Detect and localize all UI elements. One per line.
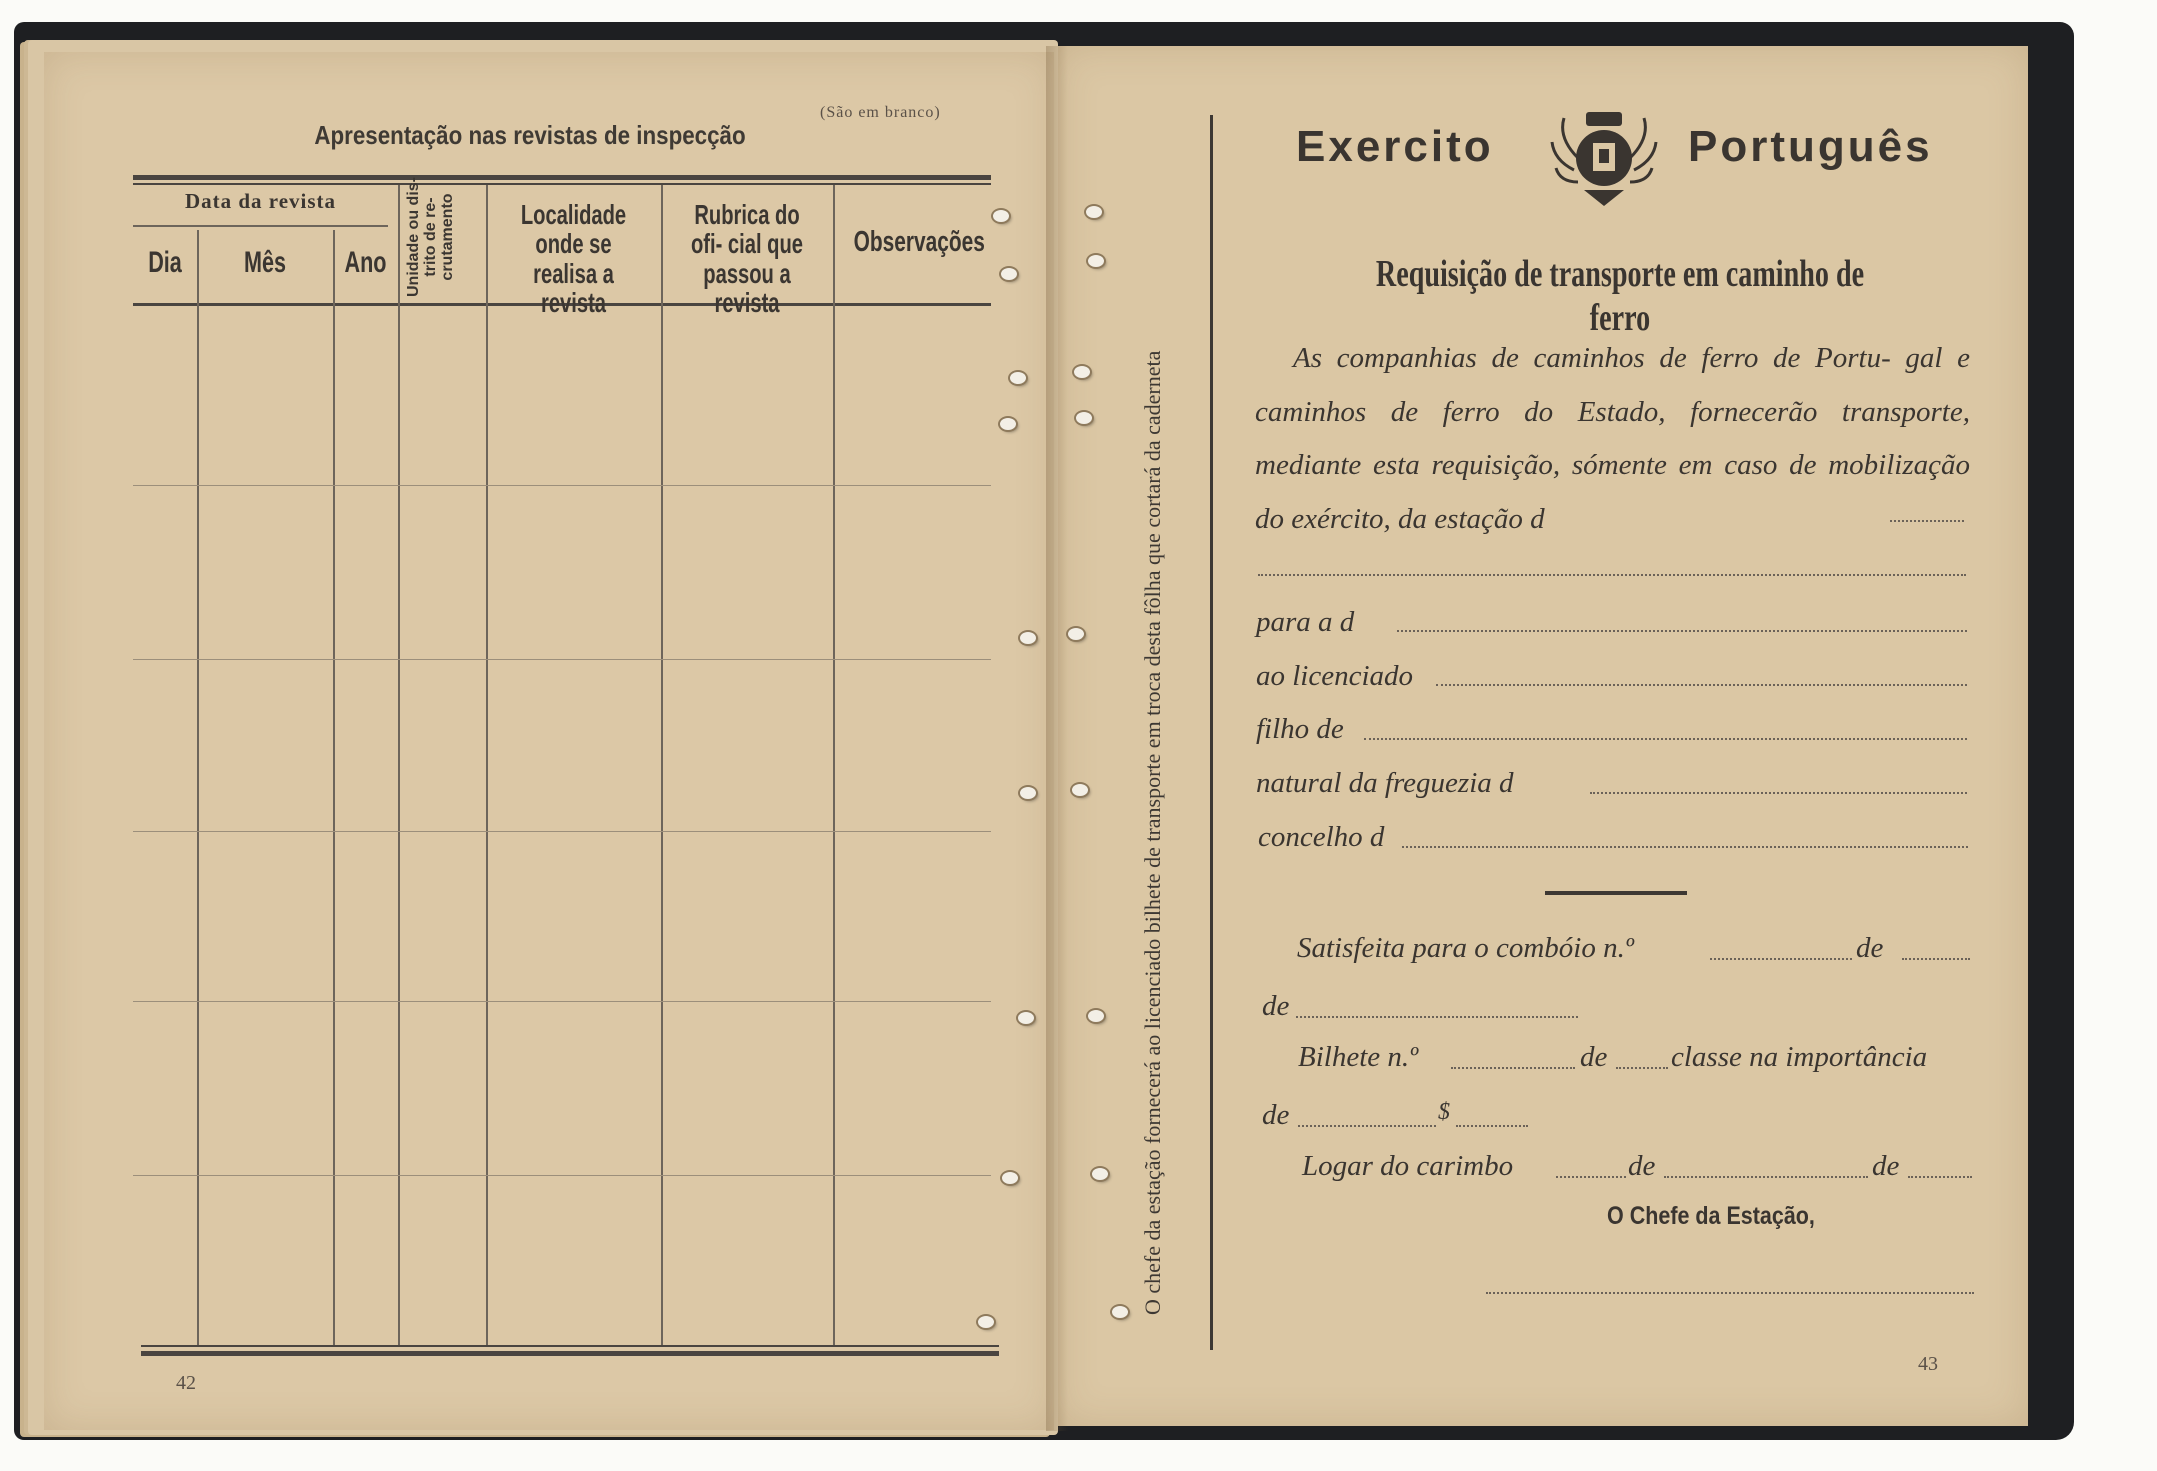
perforation-hole [1088,1010,1104,1022]
perforation-hole [1074,366,1090,378]
concelho-line[interactable] [1402,846,1968,848]
comboio-de2-label: de [1262,990,1290,1022]
station-origin-line[interactable] [1890,520,1964,522]
mes-header: Mês [243,246,287,279]
station-origin-line-2[interactable] [1258,574,1966,576]
concelho-label: concelho d [1258,821,1385,853]
inspection-table [133,175,991,1360]
table-top-rule-thin [133,183,991,185]
section-separator [1545,891,1687,895]
table-top-rule [133,175,991,180]
perforation-hole [1020,632,1036,644]
tear-off-instruction: O chefe da estação fornecerá ao licenciado bilhete de transporte em troca desta fôlha que cortará da caderneta [1140,350,1165,1315]
carimbo-line[interactable] [1556,1176,1626,1178]
classe-label: classe na importância [1671,1041,1928,1073]
carimbo-de2-label: de [1872,1150,1900,1182]
row-line [133,659,991,660]
perforation-hole [1088,255,1104,267]
heading-portugues: Português [1688,122,1933,171]
coat-of-arms-icon [1548,108,1660,208]
perforation-hole [1076,412,1092,424]
station-chief-label: O Chefe da Estação, [1607,1202,1815,1230]
para-label: para a d [1256,606,1355,638]
col-line [333,230,335,1345]
carimbo-de-label: de [1628,1150,1656,1182]
perforation-hole [1010,372,1026,384]
comboio-number-line[interactable] [1710,958,1852,960]
ano-header: Ano [344,246,387,279]
perforation-hole [1086,206,1102,218]
left-page-number: 42 [176,1372,196,1394]
row-line [133,485,991,486]
licenciado-line[interactable] [1436,684,1967,686]
dia-header: Dia [148,246,182,279]
table-bottom-rule-thin [141,1345,999,1347]
perforation-hole [1001,268,1017,280]
perforation-hole [993,210,1009,222]
filho-line[interactable] [1364,738,1967,740]
comboio-month-line[interactable] [1296,1016,1578,1018]
requisition-subtitle: Requisição de transporte em caminho de ferro [1375,253,1865,339]
freguezia-line[interactable] [1590,792,1967,794]
bilhete-label: Bilhete n.º [1298,1041,1419,1073]
row-line [133,1001,991,1002]
requisition-paragraph [1255,332,1970,546]
freguezia-label: natural da freguezia d [1256,767,1514,799]
unidade-header: Unidade ou dis- trito de re- crutamento [405,177,456,297]
licenciado-label: ao licenciado [1256,660,1414,692]
book-gutter [1046,46,1068,1431]
importancia-escudos-line[interactable] [1298,1125,1436,1127]
perforation-hole [978,1316,994,1328]
perforation-hole [1072,784,1088,796]
classe-line[interactable] [1616,1067,1668,1069]
importancia-centavos-line[interactable] [1456,1125,1528,1127]
row-line [133,831,991,832]
blank-note: (São em branco) [820,104,941,121]
col-line [833,185,835,1345]
bilhete-number-line[interactable] [1451,1067,1575,1069]
destination-line[interactable] [1397,630,1967,632]
perforation-hole [1018,1012,1034,1024]
col-line [197,230,199,1345]
tear-off-rule [1210,115,1213,1350]
observacoes-header: Observações [853,226,985,258]
date-group-header: Data da revista [184,189,337,213]
carimbo-label: Logar do carimbo [1302,1150,1514,1182]
col-line [398,185,400,1345]
table-bottom-rule [141,1351,999,1356]
localidade-header: Localidade onde se realisa a revista [520,199,627,319]
filho-label: filho de [1256,713,1344,745]
heading-exercito: Exercito [1296,122,1494,171]
perforation-hole [1000,418,1016,430]
date-group-rule [133,225,388,227]
importancia-de-label: de [1262,1099,1290,1131]
perforation-hole [1092,1168,1108,1180]
perforation-hole [1068,628,1084,640]
comboio-de-label: de [1856,932,1884,964]
carimbo-month-line[interactable] [1664,1176,1868,1178]
col-line [661,185,663,1345]
rubrica-header: Rubrica do ofi- cial que passou a revista [690,199,804,319]
row-line [133,1175,991,1176]
paragraph-text: As companhias de caminhos de ferro de Portu- gal e caminhos de ferro do Estado, fornecerão transporte, mediante esta requisição, sómente em caso de mobilização do exército, da estação d [1255,342,1970,535]
carimbo-year-line[interactable] [1908,1176,1972,1178]
perforation-hole [1112,1306,1128,1318]
right-page-number: 43 [1918,1353,1938,1375]
perforation-hole [1020,787,1036,799]
signature-line[interactable] [1486,1292,1974,1294]
col-line [486,185,488,1345]
perforation-hole [1002,1172,1018,1184]
comboio-day-line[interactable] [1902,958,1970,960]
bilhete-de-label: de [1580,1041,1608,1073]
comboio-label: Satisfeita para o combóio n.º [1297,932,1634,964]
escudo-sign: $ [1438,1099,1450,1125]
left-page-title: Apresentação nas revistas de inspecção [314,120,746,150]
